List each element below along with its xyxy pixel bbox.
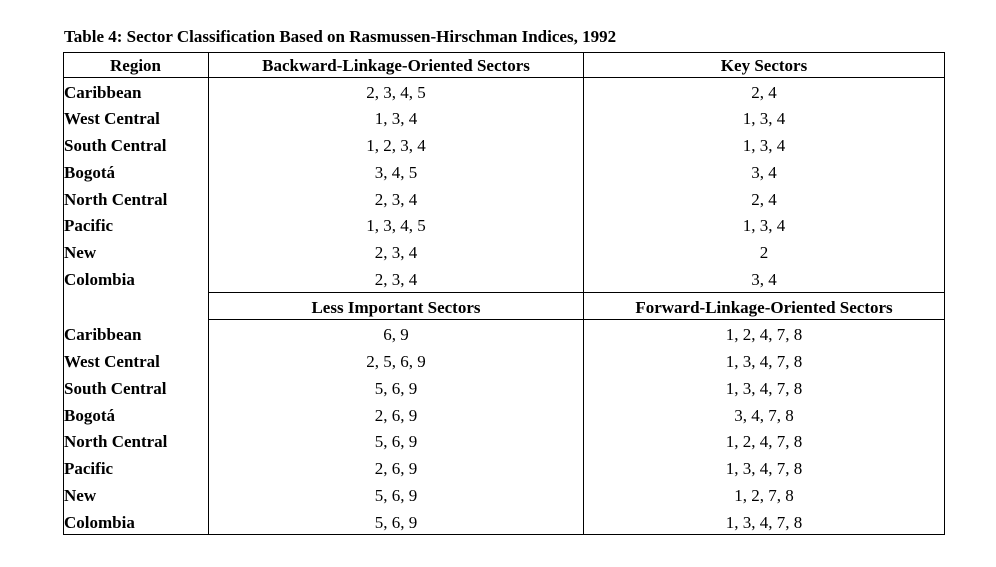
subheader-rule <box>208 319 945 320</box>
backward-cell: 3, 4, 5 <box>374 163 418 182</box>
header-region: Region <box>110 56 161 75</box>
key-cell: 1, 3, 4 <box>742 216 786 235</box>
less-important-cell: 6, 9 <box>383 325 409 344</box>
region-label: Caribbean <box>64 83 142 102</box>
region-label: South Central <box>64 379 167 398</box>
region-label: South Central <box>64 136 167 155</box>
sector-table <box>63 52 945 535</box>
key-cell: 3, 4 <box>751 270 777 289</box>
less-important-cell: 5, 6, 9 <box>374 513 418 532</box>
region-label: West Central <box>64 109 160 128</box>
region-label: Caribbean <box>64 325 142 344</box>
backward-cell: 2, 3, 4 <box>374 270 418 289</box>
forward-cell: 3, 4, 7, 8 <box>734 406 794 425</box>
region-label: North Central <box>64 432 168 451</box>
forward-cell: 1, 2, 7, 8 <box>734 486 794 505</box>
region-label: Bogotá <box>64 163 115 182</box>
less-important-cell: 2, 5, 6, 9 <box>366 352 426 371</box>
table-title: Table 4: Sector Classification Based on Rasmussen-Hirschman Indices, 1992 <box>64 27 617 46</box>
less-important-cell: 5, 6, 9 <box>374 379 418 398</box>
key-cell: 2 <box>759 243 769 262</box>
forward-cell: 1, 3, 4, 7, 8 <box>725 379 803 398</box>
region-label: North Central <box>64 190 168 209</box>
region-label: Colombia <box>64 513 135 532</box>
region-label: New <box>64 486 97 505</box>
forward-cell: 1, 2, 4, 7, 8 <box>725 325 803 344</box>
header-less: Less Important Sectors <box>311 298 481 317</box>
header-backward: Backward-Linkage-Oriented Sectors <box>262 56 530 75</box>
backward-cell: 1, 2, 3, 4 <box>366 136 426 155</box>
forward-cell: 1, 2, 4, 7, 8 <box>725 432 803 451</box>
table-top-rule <box>63 52 945 53</box>
backward-cell: 2, 3, 4 <box>374 243 418 262</box>
key-cell: 2, 4 <box>751 83 777 102</box>
region-label: Bogotá <box>64 406 115 425</box>
region-label: New <box>64 243 97 262</box>
key-cell: 1, 3, 4 <box>742 109 786 128</box>
region-label: West Central <box>64 352 160 371</box>
table-bottom-rule <box>63 534 945 535</box>
header-rule <box>63 77 945 78</box>
header-key: Key Sectors <box>720 56 808 75</box>
backward-cell: 2, 3, 4, 5 <box>366 83 426 102</box>
less-important-cell: 5, 6, 9 <box>374 432 418 451</box>
backward-cell: 2, 3, 4 <box>374 190 418 209</box>
backward-cell: 1, 3, 4 <box>374 109 418 128</box>
less-important-cell: 2, 6, 9 <box>374 406 418 425</box>
forward-cell: 1, 3, 4, 7, 8 <box>725 352 803 371</box>
less-important-cell: 2, 6, 9 <box>374 459 418 478</box>
key-cell: 2, 4 <box>751 190 777 209</box>
less-important-cell: 5, 6, 9 <box>374 486 418 505</box>
key-cell: 1, 3, 4 <box>742 136 786 155</box>
region-label: Pacific <box>64 459 114 478</box>
forward-cell: 1, 3, 4, 7, 8 <box>725 459 803 478</box>
backward-cell: 1, 3, 4, 5 <box>366 216 426 235</box>
section-rule <box>208 292 945 293</box>
region-label: Colombia <box>64 270 135 289</box>
region-label: Pacific <box>64 216 114 235</box>
table-right-border <box>944 52 945 535</box>
key-cell: 3, 4 <box>751 163 777 182</box>
forward-cell: 1, 3, 4, 7, 8 <box>725 513 803 532</box>
header-forward: Forward-Linkage-Oriented Sectors <box>635 298 893 317</box>
